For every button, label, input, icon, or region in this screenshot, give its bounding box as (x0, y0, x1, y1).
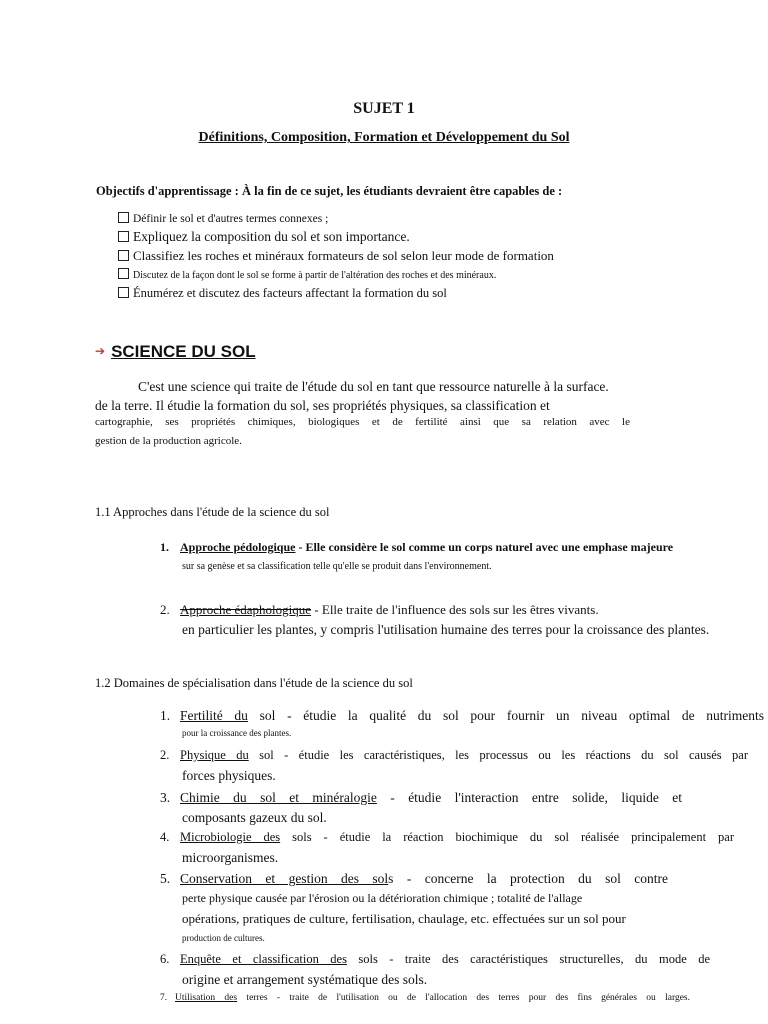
approach-term: Approche pédologique (180, 540, 296, 554)
objectives-heading: Objectifs d'apprentissage : À la fin de ce sujet, les étudiants devraient être capables de : (96, 184, 563, 198)
domain-item: 1. Fertilité du sol - étudie la qualité du sol pour fournir un niveau optimal de nutriments (160, 708, 764, 723)
domain-continuation: pour la croissance des plantes. (182, 728, 292, 738)
approaches-heading: 1.1 Approches dans l'étude de la science du sol (95, 505, 330, 519)
checkbox-icon (118, 231, 129, 242)
domain-term: Utilisation des (175, 993, 238, 1003)
domain-item: 6. Enquête et classification des sols - traite des caractéristiques structurelles, du mode de (160, 952, 710, 966)
domain-item: 5. Conservation et gestion des sols - concerne la protection du sol contre (160, 871, 669, 886)
domain-continuation: composants gazeux du sol. (182, 810, 327, 825)
objective-item: Discutez de la façon dont le sol se forme à partir de l'altération des roches et des minéraux. (118, 268, 496, 281)
objective-item: Expliquez la composition du sol et son importance. (118, 229, 410, 245)
intro-line: cartographie, ses propriétés chimiques, biologiques et de fertilité ainsi que sa relation avec le (95, 416, 630, 428)
domain-continuation: perte physique causée par l'érosion ou la détérioration chimique ; totalité de l'allage (182, 891, 583, 905)
objective-item: Énumérez et discutez des facteurs affectant la formation du sol (118, 286, 447, 301)
domain-continuation: forces physiques. (182, 768, 276, 783)
domains-heading: 1.2 Domaines de spécialisation dans l'étude de la science du sol (95, 676, 413, 690)
domain-continuation: microorganismes. (182, 850, 279, 865)
checkbox-icon (118, 212, 129, 223)
domain-term: Physique du (180, 748, 249, 762)
domain-item: 2. Physique du sol - étudie les caractéristiques, les processus ou les réactions du sol causés par (160, 748, 748, 762)
domain-term: Enquête et classification des (180, 952, 347, 966)
domain-continuation: origine et arrangement systématique des sols. (182, 972, 428, 987)
section-heading: ➔ SCIENCE DU SOL (95, 342, 256, 361)
intro-line: C'est une science qui traite de l'étude du sol en tant que ressource naturelle à la surface. (138, 379, 609, 394)
domain-term: Conservation et gestion des sol (180, 871, 389, 886)
arrow-bullet-icon: ➔ (95, 344, 106, 358)
page-subtitle: Définitions, Composition, Formation et Développement du Sol (198, 130, 570, 145)
approach-term: Approche édaphologique (180, 602, 312, 617)
approach-continuation: sur sa genèse et sa classification telle qu'elle se produit dans l'environnement. (182, 561, 492, 572)
domain-term: Microbiologie des (180, 830, 281, 844)
domain-term: Chimie du sol et minéralogie (180, 790, 377, 805)
domain-continuation: production de cultures. (182, 933, 265, 943)
objective-item: Classifiez les roches et minéraux formateurs de sol selon leur mode de formation (118, 248, 554, 264)
approach-item: 1. Approche pédologique - Elle considère le sol comme un corps naturel avec une emphase majeure (160, 540, 674, 554)
domain-item: 4. Microbiologie des sols - étudie la réaction biochimique du sol réalisée principalement par (160, 830, 734, 844)
approach-continuation: en particulier les plantes, y compris l'utilisation humaine des terres pour la croissance des plantes. (182, 622, 710, 637)
domain-continuation: opérations, pratiques de culture, fertilisation, chaulage, etc. effectuées sur un sol pour (182, 911, 626, 926)
domain-term: Fertilité du (180, 708, 248, 723)
checkbox-icon (118, 250, 129, 261)
checkbox-icon (118, 268, 129, 279)
intro-line: de la terre. Il étudie la formation du sol, ses propriétés physiques, sa classification et (95, 398, 550, 413)
domain-item: 3. Chimie du sol et minéralogie - étudie l'interaction entre solide, liquide et (160, 790, 682, 805)
approach-item: 2. Approche édaphologique - Elle traite de l'influence des sols sur les êtres vivants. (160, 602, 599, 617)
objective-item: Définir le sol et d'autres termes connexes ; (118, 212, 328, 225)
domain-item: 7. Utilisation des terres - traite de l'utilisation ou de l'allocation des terres pour des fins générales ou larges. (160, 993, 690, 1003)
page-title: SUJET 1 (353, 100, 415, 117)
intro-line: gestion de la production agricole. (95, 435, 242, 447)
checkbox-icon (118, 287, 129, 298)
